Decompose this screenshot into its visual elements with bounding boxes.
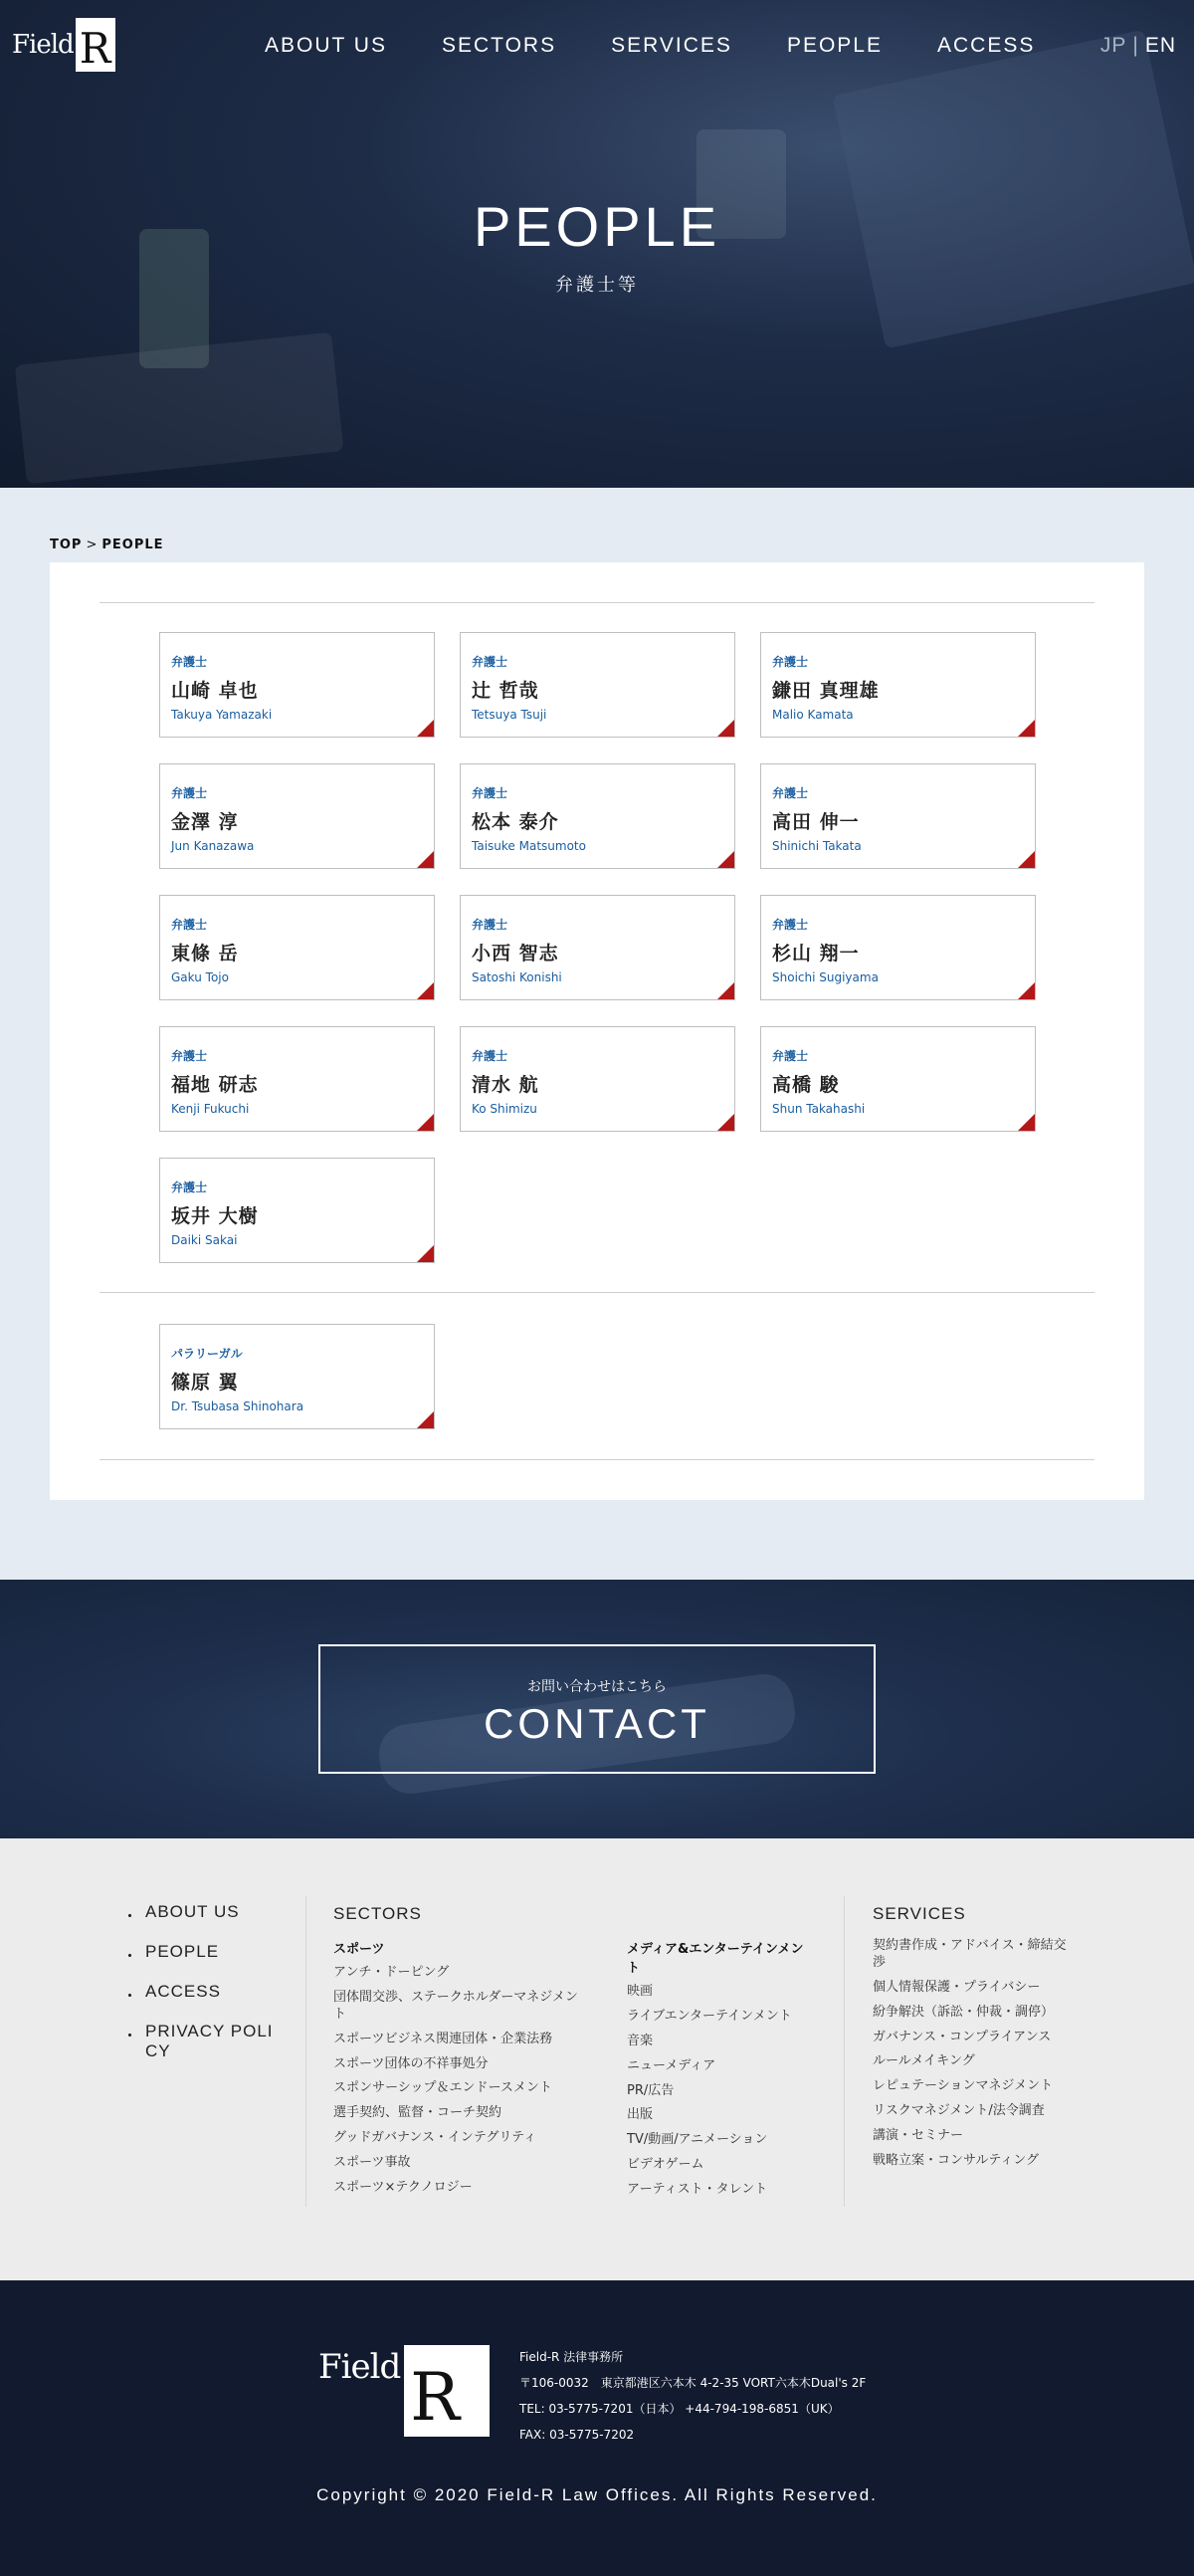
person-roman-name: Tetsuya Tsuji xyxy=(472,708,547,722)
column-divider xyxy=(844,1896,845,2207)
person-name: 山崎 卓也 xyxy=(171,680,259,702)
media-item[interactable]: ビデオゲーム xyxy=(627,2157,704,2173)
footer-office-info xyxy=(519,2344,866,2448)
person-role: 弁護士 xyxy=(772,655,809,669)
logo-field-text: Field xyxy=(12,30,74,60)
person-name: 福地 研志 xyxy=(171,1074,259,1096)
sports-item[interactable]: グッドガバナンス・インテグリティ xyxy=(333,2130,537,2146)
person-roman-name: Shun Takahashi xyxy=(772,1102,866,1116)
breadcrumb-separator: > xyxy=(86,537,99,552)
corner-triangle-icon xyxy=(417,851,434,868)
person-name: 坂井 大樹 xyxy=(171,1205,259,1227)
person-role: 弁護士 xyxy=(772,1049,809,1063)
corner-triangle-icon xyxy=(717,851,734,868)
sports-item[interactable]: アンチ・ドーピング xyxy=(333,1965,450,1980)
media-item[interactable]: ニューメディア xyxy=(627,2057,716,2073)
footer-logo-r-box: R xyxy=(404,2345,490,2437)
person-card[interactable] xyxy=(460,632,735,738)
nav-people[interactable]: PEOPLE xyxy=(786,34,883,57)
corner-triangle-icon xyxy=(1018,720,1035,737)
person-card[interactable] xyxy=(460,1026,735,1132)
nav-about-us[interactable]: ABOUT US xyxy=(265,34,387,57)
services-item[interactable]: リスクマネジメント/法令調査 xyxy=(873,2103,1045,2119)
contact-button[interactable] xyxy=(318,1644,876,1774)
person-role: 弁護士 xyxy=(472,1049,508,1063)
contact-banner xyxy=(0,1580,1194,1838)
person-roman-name: Gaku Tojo xyxy=(171,970,229,984)
person-roman-name: Takuya Yamazaki xyxy=(171,708,273,722)
services-item[interactable]: レピュテーションマネジメント xyxy=(873,2078,1054,2094)
corner-triangle-icon xyxy=(417,982,434,999)
person-name: 東條 岳 xyxy=(171,943,239,965)
media-column xyxy=(627,1938,816,2207)
person-roman-name: Satoshi Konishi xyxy=(472,970,562,984)
copyright: Copyright © 2020 Field-R Law Offices. All Rights Reserved. xyxy=(316,2485,878,2504)
person-roman-name: Taisuke Matsumoto xyxy=(472,839,586,853)
person-card[interactable] xyxy=(760,763,1036,869)
corner-triangle-icon xyxy=(1018,1114,1035,1131)
person-card[interactable] xyxy=(760,632,1036,738)
divider xyxy=(100,1459,1094,1460)
person-role: 弁護士 xyxy=(171,918,208,932)
person-name: 辻 哲哉 xyxy=(472,680,539,702)
person-role: パラリーガル xyxy=(171,1347,243,1361)
person-roman-name: Malio Kamata xyxy=(772,708,854,722)
divider xyxy=(100,1292,1094,1293)
services-item[interactable]: ガバナンス・コンプライアンス xyxy=(873,2029,1052,2044)
page-subtitle: 弁護士等 xyxy=(555,275,639,296)
person-role: 弁護士 xyxy=(171,1049,208,1063)
sitemap-link-access[interactable] xyxy=(121,1982,285,2007)
footer-logo-field-text: Field xyxy=(318,2347,401,2387)
services-item[interactable]: 講演・セミナー xyxy=(873,2128,964,2144)
sports-list xyxy=(333,1965,582,2197)
person-roman-name: Kenji Fukuchi xyxy=(171,1102,250,1116)
site-footer xyxy=(0,2280,1194,2576)
person-role: 弁護士 xyxy=(171,786,208,800)
person-role: 弁護士 xyxy=(171,1181,208,1194)
sports-column xyxy=(333,1938,582,2205)
person-roman-name: Dr. Tsubasa Shinohara xyxy=(171,1399,304,1413)
logo-r-box: R xyxy=(76,18,115,72)
media-item[interactable]: 出版 xyxy=(627,2107,654,2123)
corner-triangle-icon xyxy=(717,720,734,737)
person-name: 松本 泰介 xyxy=(472,811,559,833)
sitemap-link-label: ABOUT US xyxy=(145,1902,240,1921)
footer-tel: TEL: 03-5775-7201（日本） +44-794-198-6851（UK） xyxy=(519,2402,840,2416)
media-item[interactable]: ライブエンターテインメント xyxy=(627,2008,792,2024)
person-roman-name: Daiki Sakai xyxy=(171,1233,238,1247)
hero-photo-laptop xyxy=(832,30,1194,349)
column-divider xyxy=(305,1896,306,2207)
corner-triangle-icon xyxy=(417,1411,434,1428)
sectors-heading[interactable]: SECTORS xyxy=(333,1904,422,1923)
person-card[interactable] xyxy=(159,1026,435,1132)
breadcrumb-current: PEOPLE xyxy=(101,537,164,552)
person-card[interactable] xyxy=(159,895,435,1000)
person-card[interactable] xyxy=(460,763,735,869)
sports-item[interactable]: スポーツ×テクノロジー xyxy=(333,2180,473,2196)
media-item[interactable]: 音楽 xyxy=(627,2033,654,2048)
lang-jp[interactable]: JP xyxy=(1099,34,1127,57)
sitemap-link-people[interactable] xyxy=(121,1942,285,1967)
services-item[interactable]: 契約書作成・アドバイス・締結交渉 xyxy=(873,1938,1067,1970)
sitemap-link-privacy-policy[interactable] xyxy=(121,2022,285,2061)
person-card[interactable] xyxy=(159,1158,435,1263)
person-roman-name: Shinichi Takata xyxy=(772,839,862,853)
person-name: 高田 伸一 xyxy=(772,811,860,833)
person-card[interactable] xyxy=(760,895,1036,1000)
services-heading[interactable]: SERVICES xyxy=(873,1904,966,1923)
sports-item[interactable]: スポーツビジネス関連団体・企業法務 xyxy=(333,2031,553,2046)
person-role: 弁護士 xyxy=(472,786,508,800)
media-item[interactable]: PR/広告 xyxy=(627,2082,675,2098)
contact-small-text: お問い合わせはこちら xyxy=(527,1679,667,1695)
person-roman-name: Jun Kanazawa xyxy=(171,839,255,853)
hero-photo-papers xyxy=(15,332,344,485)
services-item[interactable]: ルールメイキング xyxy=(873,2053,975,2069)
services-item[interactable]: 戦略立案・コンサルティング xyxy=(873,2153,1040,2169)
person-name: 小西 智志 xyxy=(472,943,559,965)
site-logo[interactable] xyxy=(12,18,115,72)
nav-sectors[interactable]: SECTORS xyxy=(441,34,557,57)
corner-triangle-icon xyxy=(1018,982,1035,999)
person-name: 清水 航 xyxy=(472,1074,539,1096)
bullet: ・ xyxy=(121,1907,139,1926)
sitemap-main-links xyxy=(121,1902,285,2076)
corner-triangle-icon xyxy=(717,982,734,999)
person-role: 弁護士 xyxy=(472,918,508,932)
person-card[interactable] xyxy=(159,1324,435,1429)
media-item[interactable]: 映画 xyxy=(627,1984,654,1999)
breadcrumb-top[interactable]: TOP xyxy=(50,537,83,552)
bullet: ・ xyxy=(121,1987,139,2006)
person-card[interactable] xyxy=(460,895,735,1000)
person-name: 高橋 駿 xyxy=(772,1074,840,1096)
nav-services[interactable]: SERVICES xyxy=(611,34,732,57)
person-role: 弁護士 xyxy=(472,655,508,669)
person-roman-name: Ko Shimizu xyxy=(472,1102,537,1116)
person-roman-name: Shoichi Sugiyama xyxy=(772,970,879,984)
nav-access[interactable]: ACCESS xyxy=(936,34,1036,57)
media-item[interactable]: アーティスト・タレント xyxy=(627,2182,768,2198)
sports-item[interactable]: 団体間交渉、ステークホルダーマネジメント xyxy=(333,1989,578,2022)
person-card[interactable] xyxy=(159,763,435,869)
person-card[interactable] xyxy=(159,632,435,738)
person-card[interactable] xyxy=(760,1026,1036,1132)
contact-big-text: CONTACT xyxy=(484,1700,710,1747)
people-panel xyxy=(50,562,1144,1500)
person-role: 弁護士 xyxy=(171,655,208,669)
lang-separator: | xyxy=(1132,34,1139,57)
sports-item[interactable]: 選手契約、監督・コーチ契約 xyxy=(333,2105,502,2121)
corner-triangle-icon xyxy=(417,1245,434,1262)
corner-triangle-icon xyxy=(417,1114,434,1131)
services-list xyxy=(873,1938,1077,2178)
person-role: 弁護士 xyxy=(772,918,809,932)
media-list xyxy=(627,1984,816,2199)
page-title: PEOPLE xyxy=(473,195,721,258)
bullet: ・ xyxy=(121,2027,139,2045)
sitemap-link-about-us[interactable] xyxy=(121,1902,285,1927)
media-heading[interactable]: メディア&エンターテインメント xyxy=(627,1942,804,1976)
breadcrumb xyxy=(50,537,164,552)
hero-banner xyxy=(0,0,1194,488)
sports-item[interactable]: スポーツ事故 xyxy=(333,2155,411,2171)
divider xyxy=(100,602,1094,603)
media-item[interactable]: TV/動画/アニメーション xyxy=(627,2132,768,2148)
person-name: 杉山 翔一 xyxy=(772,943,860,965)
lang-en[interactable]: EN xyxy=(1144,34,1176,57)
sitemap-link-label: PRIVACY POLICY xyxy=(145,2022,274,2060)
sitemap-link-label: PEOPLE xyxy=(145,1942,220,1961)
footer-firm-name: Field-R 法律事務所 xyxy=(519,2350,624,2364)
main-nav xyxy=(265,34,1090,58)
corner-triangle-icon xyxy=(717,1114,734,1131)
footer-fax: FAX: 03-5775-7202 xyxy=(519,2428,635,2442)
person-name: 鎌田 真理雄 xyxy=(772,680,880,702)
bullet: ・ xyxy=(121,1947,139,1966)
person-name: 篠原 翼 xyxy=(171,1372,239,1394)
footer-address: 〒106-0032 東京都港区六本木 4-2-35 VORT六本木Dual's 2F xyxy=(519,2376,867,2390)
footer-sitemap xyxy=(0,1838,1194,2280)
person-name: 金澤 淳 xyxy=(171,811,239,833)
corner-triangle-icon xyxy=(417,720,434,737)
services-item[interactable]: 個人情報保護・プライバシー xyxy=(873,1979,1041,1995)
sports-heading[interactable]: スポーツ xyxy=(333,1942,385,1957)
sports-item[interactable]: スポーツ団体の不祥事処分 xyxy=(333,2055,489,2071)
language-switcher xyxy=(1100,34,1176,58)
sports-item[interactable]: スポンサーシップ＆エンドースメント xyxy=(333,2080,552,2096)
services-item[interactable]: 紛争解決（訴訟・仲裁・調停） xyxy=(873,2004,1055,2020)
footer-logo[interactable] xyxy=(318,2345,490,2437)
sitemap-link-label: ACCESS xyxy=(145,1982,221,2001)
corner-triangle-icon xyxy=(1018,851,1035,868)
person-role: 弁護士 xyxy=(772,786,809,800)
